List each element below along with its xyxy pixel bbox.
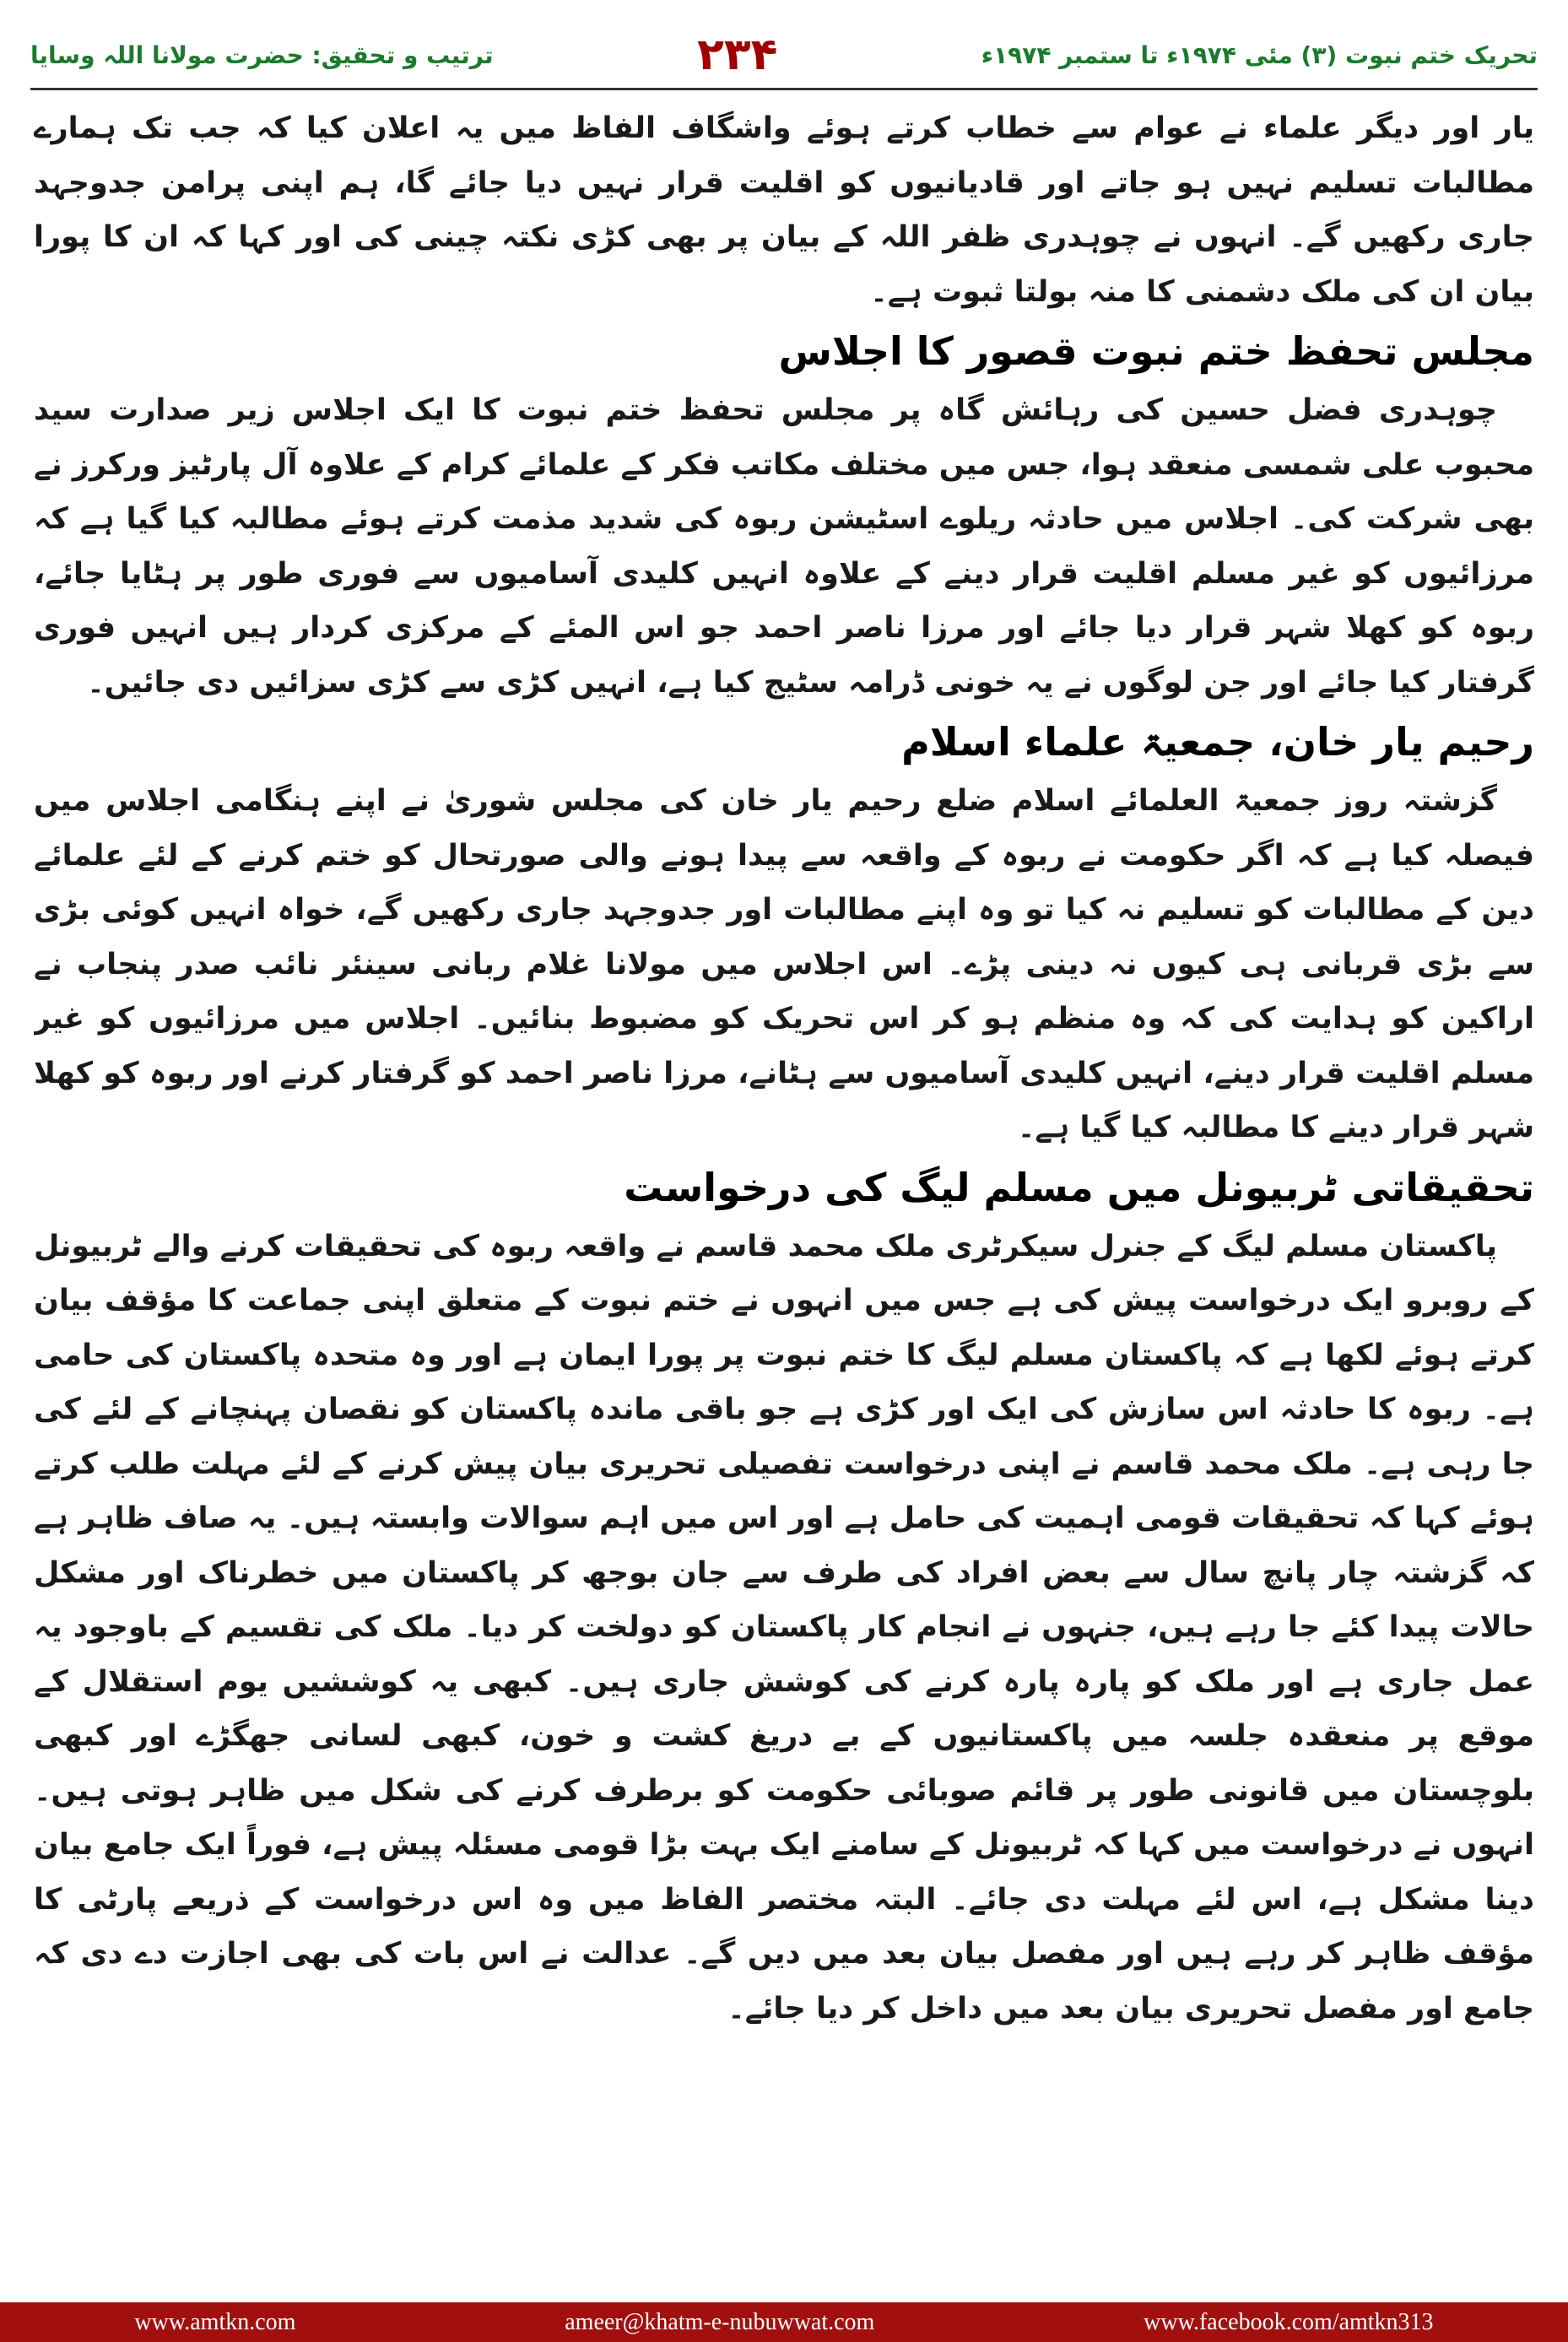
- section-heading-rahim-yar-khan: رحیم یار خان، جمعیۃ علماء اسلام: [901, 719, 1534, 765]
- paragraph-4: پاکستان مسلم لیگ کے جنرل سیکرٹری ملک محمد قاسم نے واقعہ ربوہ کی تحقیقات کرنے والے ٹربیونل کے روبرو ایک درخواست پیش کی ہے جس میں انہوں نے ختم نبوت کے متعلق اپنی جماعت کا مؤقف بیان کرتے ہوئے لکھا ہے کہ پاکستان مسلم لیگ کا ختم نبوت پر پورا ایمان ہے اور وہ متحدہ پاکستان کی حامی ہے۔ ربوہ کا حادثہ اس سازش کی ایک اور کڑی ہے جو باقی ماندہ پاکستان کو نقصان پہنچانے کے لئے کی جا رہی ہے۔ ملک محمد قاسم نے اپنی درخواست تفصیلی تحریری بیان پیش کرنے کے لئے مہلت طلب کرتے ہوئے کہا کہ تحقیقات قومی اہمیت کی حامل ہے اور اس میں اہم سوالات وابستہ ہیں۔ یہ صاف ظاہر ہے کہ گزشتہ چار پانچ سال سے بعض افراد کی طرف سے جان بوجھ کر پاکستان میں خطرناک اور مشکل حالات پیدا کئے جا رہے ہیں، جنہوں نے انجام کار پاکستان کو دولخت کر دیا۔ ملک کی تقسیم کے باوجود یہ عمل جاری ہے اور ملک کو پارہ پارہ کرنے کی کوشش جاری ہیں۔ کبھی یہ کوششیں یوم استقلال کے موقع پر منعقدہ جلسہ میں پاکستانیوں کے بے دریغ کشت و خون، کبھی لسانی جھگڑے اور کبھی بلوچستان میں قانونی طور پر قائم صوبائی حکومت کو برطرف کرنے کی شکل میں ظاہر ہوتی ہیں۔ انہوں نے درخواست میں کہا کہ ٹربیونل کے سامنے ایک بہت بڑا قومی مسئلہ پیش ہے، فوراً ایک جامع بیان دینا مشکل ہے، اس لئے مہلت دی جائے۔ البتہ مختصر الفاظ میں وہ اس درخواست کے ذریعے پارٹی کا مؤقف ظاہر کر رہے ہیں اور مفصل بیان بعد میں دیں گے۔ عدالت نے اس بات کی بھی اجازت دے دی کہ جامع اور مفصل تحریری بیان بعد میں داخل کر دیا جائے۔: [34, 1229, 1534, 2026]
- facebook-link[interactable]: www.facebook.com/amtkn313: [1144, 2308, 1434, 2335]
- book-title: تحریک ختم نبوت (۳) مئی ۱۹۷۴ء تا ستمبر ۱۹۷۴ء: [981, 41, 1538, 69]
- page-header: [30, 25, 1538, 84]
- website-link[interactable]: www.amtkn.com: [134, 2308, 296, 2335]
- paragraph-1: یار اور دیگر علماء نے عوام سے خطاب کرتے ہوئے واشگاف الفاظ میں یہ اعلان کیا کہ جب تک ہمارے مطالبات تسلیم نہیں ہو جاتے اور قادیانیوں کو اقلیت قرار نہیں دیا جائے گا، ہم اپنی پرامن جدوجہد جاری رکھیں گے۔ انہوں نے چوہدری ظفر اللہ کے بیان پر بھی کڑی نکتہ چینی کی اور کہا کہ ان کا پورا بیان ان کی ملک دشمنی کا منہ بولتا ثبوت ہے۔: [34, 111, 1534, 309]
- email-link[interactable]: ameer@khatm-e-nubuwwat.com: [565, 2308, 875, 2335]
- section-heading-kasur: مجلس تحفظ ختم نبوت قصور کا اجلاس: [778, 328, 1534, 374]
- page-footer: [0, 2302, 1568, 2342]
- article-body: [34, 101, 1534, 2279]
- paragraph-2: چوہدری فضل حسین کی رہائش گاہ پر مجلس تحفظ ختم نبوت کا ایک اجلاس زیر صدارت سید محبوب علی شمسی منعقد ہوا، جس میں مختلف مکاتب فکر کے علمائے کرام کے علاوہ آل پارٹیز ورکرز نے بھی شرکت کی۔ اجلاس میں حادثہ ریلوے اسٹیشن ربوہ کی شدید مذمت کرتے ہوئے مطالبہ کیا گیا ہے کہ مرزائیوں کو غیر مسلم اقلیت قرار دینے کے علاوہ انہیں کلیدی آسامیوں سے فوری طور پر ہٹایا جائے، ربوہ کو کھلا شہر قرار دیا جائے اور مرزا ناصر احمد جو اس المئے کے مرکزی کردار ہیں انہیں فوری گرفتار کیا جائے اور جن لوگوں نے یہ خونی ڈرامہ سٹیج کیا ہے، انہیں کڑی سے کڑی سزائیں دی جائیں۔: [34, 393, 1534, 700]
- section-heading-tribunal: تحقیقاتی ٹربیونل میں مسلم لیگ کی درخواست: [624, 1164, 1534, 1210]
- header-divider: [30, 88, 1538, 90]
- page-number: ۲۳۴: [697, 30, 778, 80]
- compiler-credit: ترتیب و تحقیق: حضرت مولانا اللہ وسایا: [30, 41, 494, 69]
- paragraph-3: گزشتہ روز جمعیۃ العلمائے اسلام ضلع رحیم یار خان کی مجلس شوریٰ نے اپنے ہنگامی اجلاس میں فیصلہ کیا ہے کہ اگر حکومت نے ربوہ کے واقعہ سے پیدا ہونے والی صورتحال کو ختم کرنے کے لئے علمائے دین کے مطالبات کو تسلیم نہ کیا تو وہ اپنے مطالبات اور جدوجہد جاری رکھیں گے، خواہ انہیں کوئی بڑی سے بڑی قربانی ہی کیوں نہ دینی پڑے۔ اس اجلاس میں مولانا غلام ربانی سینئر نائب صدر پنجاب نے اراکین کو ہدایت کی کہ وہ منظم ہو کر اس تحریک کو مضبوط بنائیں۔ اجلاس میں مرزائیوں کو غیر مسلم اقلیت قرار دینے، انہیں کلیدی آسامیوں سے ہٹانے، مرزا ناصر احمد کو گرفتار کرنے اور ربوہ کو کھلا شہر قرار دینے کا مطالبہ کیا گیا ہے۔: [34, 784, 1534, 1144]
